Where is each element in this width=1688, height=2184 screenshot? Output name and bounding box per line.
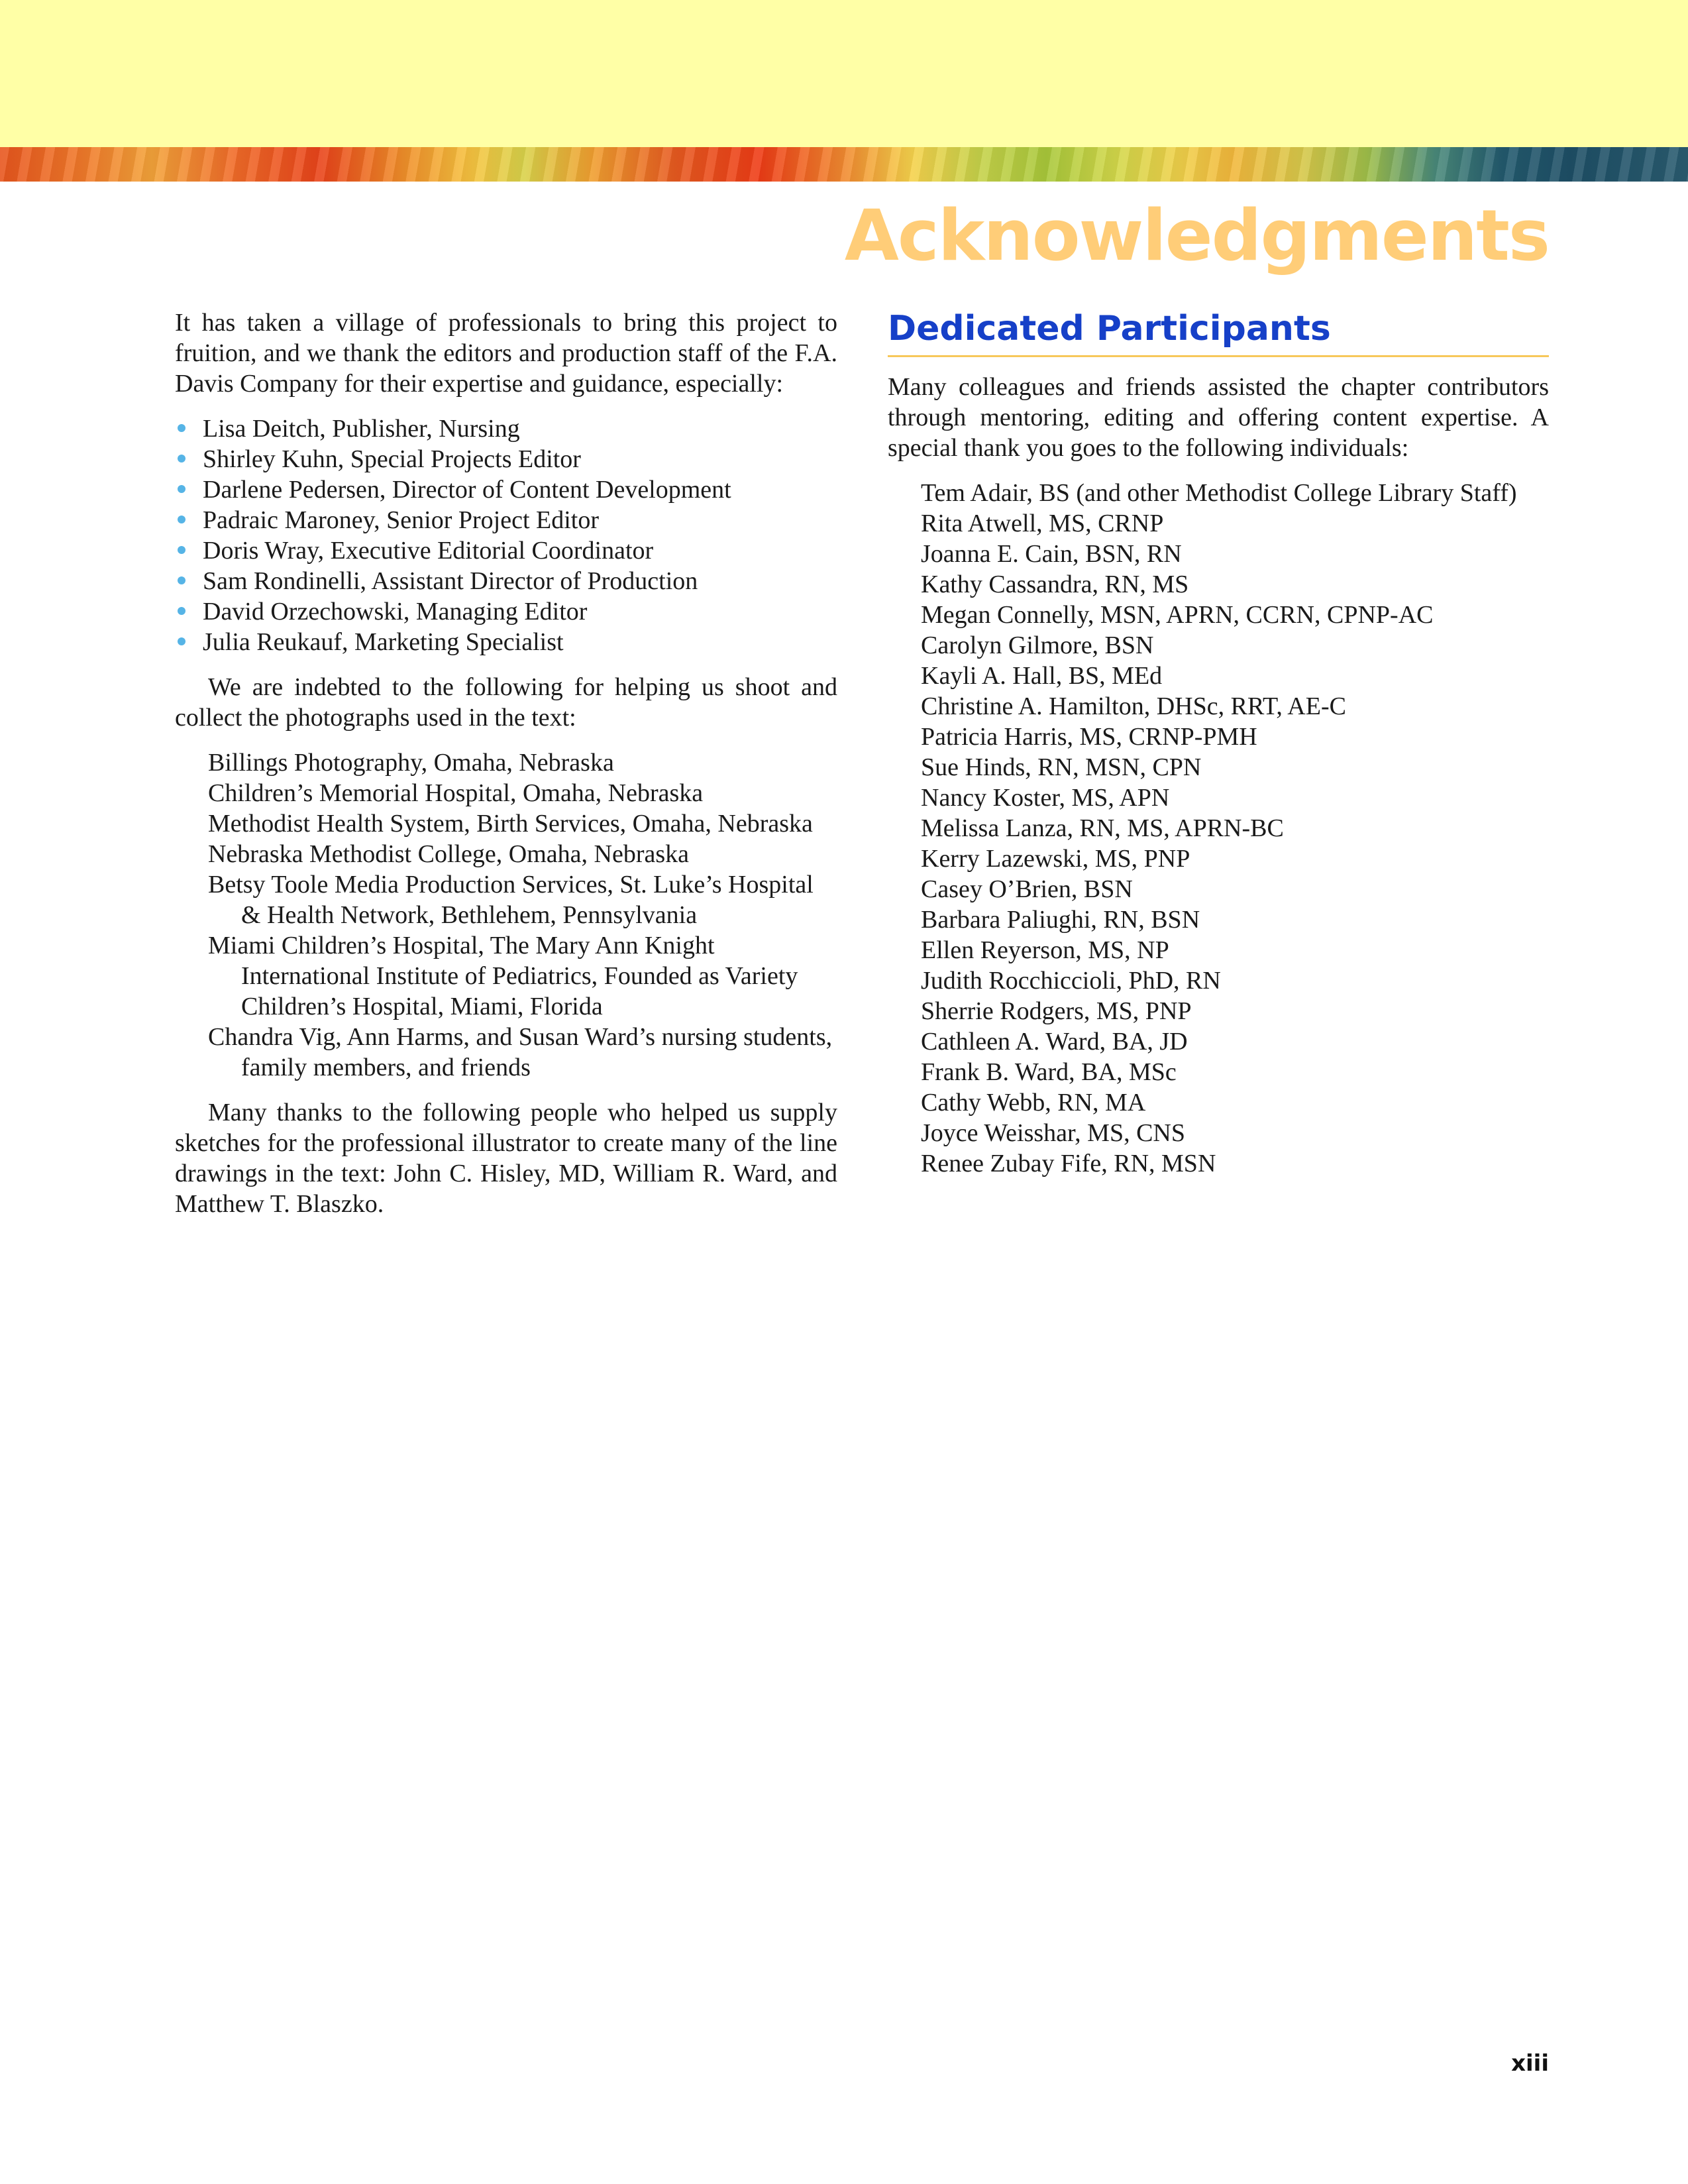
list-item: Billings Photography, Omaha, Nebraska (208, 749, 614, 777)
closing-paragraph: Many thanks to the following people who helped us supply sketches for the professional illustrator to create many of the line drawings in the text: John C. Hisley, MD, William R. Ward, and Matthew T. Blaszko. (175, 1099, 837, 1218)
list-item: Miami Children’s Hospital, The Mary Ann Knight International Institute of Pediatrics, Founded as Variety Children’s Hospital, Miami, Florida (208, 932, 798, 1020)
list-item: Megan Connelly, MSN, APRN, CCRN, CPNP-AC (921, 601, 1434, 629)
bullet-icon (178, 424, 185, 432)
photo-intro-paragraph: We are indebted to the following for helping us shoot and collect the photographs used in the text: (175, 673, 837, 732)
list-item (175, 413, 837, 444)
staff-entry: Padraic Maroney, Senior Project Editor (203, 506, 599, 534)
list-item: Joanna E. Cain, BSN, RN (921, 540, 1182, 568)
list-item (175, 566, 837, 596)
list-item: Carolyn Gilmore, BSN (921, 631, 1154, 659)
staff-entry: Sam Rondinelli, Assistant Director of Production (203, 567, 698, 595)
list-item: Sherrie Rodgers, MS, PNP (921, 997, 1192, 1025)
bullet-icon (178, 607, 185, 615)
list-item: Nebraska Methodist College, Omaha, Nebraska (208, 840, 690, 868)
bullet-icon (178, 455, 185, 463)
page-title: Acknowledgments (844, 195, 1549, 276)
list-item: Casey O’Brien, BSN (921, 875, 1133, 903)
list-item: Christine A. Hamilton, DHSc, RRT, AE-C (921, 692, 1346, 720)
decorative-color-strip (0, 147, 1688, 182)
list-item: Tem Adair, BS (and other Methodist College Library Staff) (921, 479, 1517, 507)
list-item (175, 535, 837, 566)
right-column (888, 307, 1549, 1193)
staff-entry: Darlene Pedersen, Director of Content Development (203, 476, 731, 504)
list-item: Chandra Vig, Ann Harms, and Susan Ward’s nursing students, family members, and friends (208, 1023, 833, 1081)
participants-intro: Many colleagues and friends assisted the chapter contributors through mentoring, editing and offering content expertise. A special thank you goes to the following individuals: (888, 373, 1549, 462)
list-item (175, 474, 837, 505)
page-number: xiii (1511, 2050, 1549, 2077)
list-item: Frank B. Ward, BA, MSc (921, 1058, 1177, 1086)
bullet-icon (178, 576, 185, 584)
section-heading: Dedicated Participants (888, 307, 1549, 357)
list-item: Patricia Harris, MS, CRNP-PMH (921, 723, 1257, 751)
staff-list (175, 413, 837, 657)
participants-list (888, 478, 1549, 1179)
staff-entry: Lisa Deitch, Publisher, Nursing (203, 415, 520, 443)
list-item (175, 627, 837, 657)
list-item: Kayli A. Hall, BS, MEd (921, 662, 1163, 690)
list-item: Melissa Lanza, RN, MS, APRN-BC (921, 814, 1284, 842)
bullet-icon (178, 546, 185, 554)
list-item: Cathleen A. Ward, BA, JD (921, 1028, 1188, 1056)
bullet-icon (178, 485, 185, 493)
list-item: Nancy Koster, MS, APN (921, 784, 1170, 812)
list-item: Renee Zubay Fife, RN, MSN (921, 1150, 1216, 1177)
header-band (0, 0, 1688, 147)
list-item: Sue Hinds, RN, MSN, CPN (921, 753, 1202, 781)
list-item (175, 444, 837, 474)
list-item: Ellen Reyerson, MS, NP (921, 936, 1169, 964)
list-item (175, 505, 837, 535)
photo-sources-list (175, 747, 837, 1083)
staff-entry: Julia Reukauf, Marketing Specialist (203, 628, 564, 656)
bullet-icon (178, 637, 185, 645)
list-item: Joyce Weisshar, MS, CNS (921, 1119, 1185, 1147)
list-item: Cathy Webb, RN, MA (921, 1089, 1146, 1117)
staff-entry: Shirley Kuhn, Special Projects Editor (203, 445, 581, 473)
list-item: Judith Rocchiccioli, PhD, RN (921, 967, 1221, 995)
list-item: Betsy Toole Media Production Services, St. Luke’s Hospital & Health Network, Bethlehem, Pennsylvania (208, 871, 814, 929)
left-column (175, 307, 837, 1219)
list-item (175, 596, 837, 627)
list-item: Methodist Health System, Birth Services, Omaha, Nebraska (208, 810, 813, 838)
bullet-icon (178, 516, 185, 523)
list-item: Kathy Cassandra, RN, MS (921, 571, 1189, 598)
list-item: Kerry Lazewski, MS, PNP (921, 845, 1190, 873)
list-item: Rita Atwell, MS, CRNP (921, 510, 1164, 537)
intro-paragraph: It has taken a village of professionals to bring this project to fruition, and we thank the editors and production staff of the F.A. Davis Company for their expertise and guidance, especially: (175, 309, 837, 398)
list-item: Barbara Paliughi, RN, BSN (921, 906, 1200, 934)
staff-entry: Doris Wray, Executive Editorial Coordinator (203, 537, 654, 565)
staff-entry: David Orzechowski, Managing Editor (203, 598, 588, 626)
list-item: Children’s Memorial Hospital, Omaha, Nebraska (208, 779, 704, 807)
